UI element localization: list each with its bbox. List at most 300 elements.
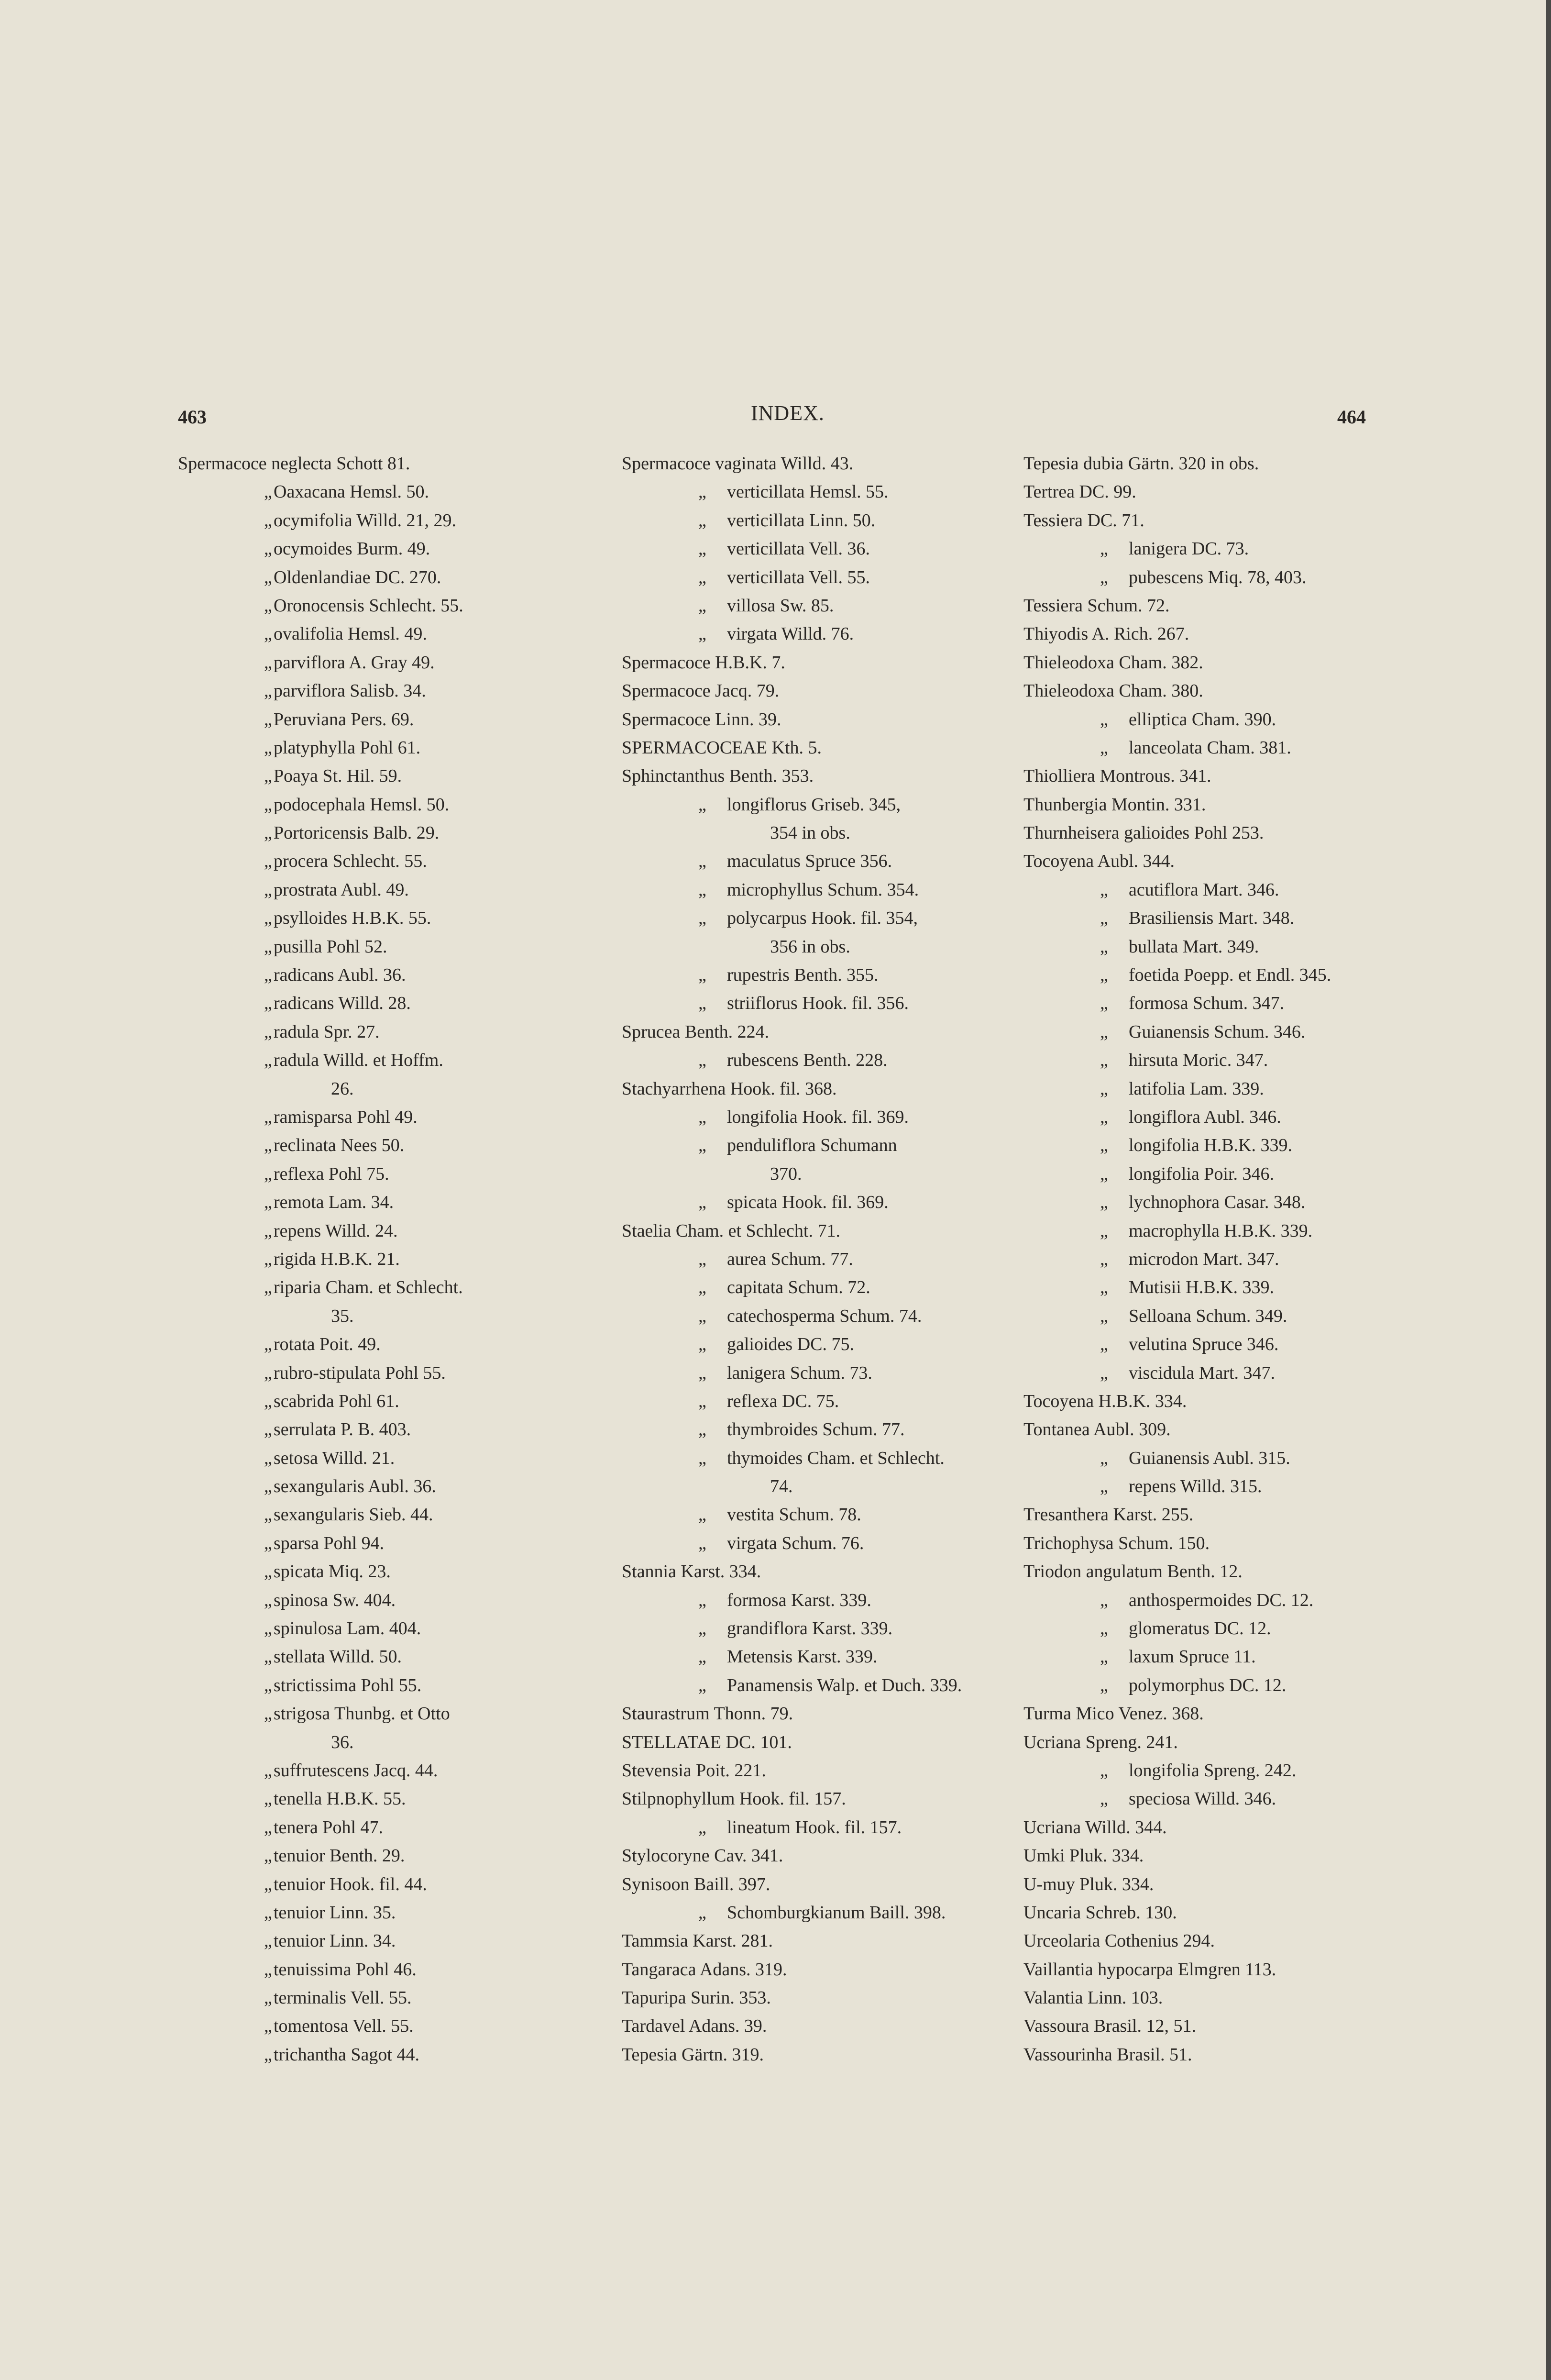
index-entry: „ longifolia Hook. fil. 369.: [622, 1103, 1033, 1131]
index-entry: „ macrophylla H.B.K. 339.: [1023, 1217, 1435, 1245]
index-column-1: [178, 450, 589, 2069]
index-entry-text: radicans Willd. 28.: [274, 993, 411, 1014]
index-entry-text: Stannia Karst. 334.: [622, 1561, 761, 1582]
index-entry-text: Thieleodoxa Cham. 382.: [1023, 652, 1203, 673]
index-entry: „ lanigera DC. 73.: [1023, 535, 1435, 563]
index-entry-text: microphyllus Schum. 354.: [727, 879, 919, 900]
index-entry: [622, 1956, 1033, 1984]
index-entry: „ speciosa Willd. 346.: [1023, 1785, 1435, 1813]
index-entry: „terminalis Vell. 55.: [178, 1984, 589, 2012]
index-entry: „ Metensis Karst. 339.: [622, 1643, 1033, 1671]
index-entry: „ anthospermoides DC. 12.: [1023, 1586, 1435, 1615]
index-entry: „remota Lam. 34.: [178, 1188, 589, 1217]
index-entry-text: tenuissima Pohl 46.: [274, 1959, 417, 1980]
index-entry: „ acutiflora Mart. 346.: [1023, 876, 1435, 904]
index-entry-text: Tessiera Schum. 72.: [1023, 595, 1170, 616]
index-entry-text: U-muy Pluk. 334.: [1023, 1874, 1154, 1894]
index-entry-text: 35.: [331, 1306, 354, 1326]
index-entry-text: Valantia Linn. 103.: [1023, 1988, 1163, 2008]
index-entry: „setosa Willd. 21.: [178, 1444, 589, 1472]
index-entry: [622, 1757, 1033, 1785]
index-entry: [1023, 2041, 1435, 2069]
index-entry-text: parviflora Salisb. 34.: [274, 681, 426, 701]
index-entry: „tenuior Linn. 34.: [178, 1927, 589, 1955]
index-entry-text: Guianensis Aubl. 315.: [1129, 1448, 1290, 1468]
index-entry-text: Staurastrum Thonn. 79.: [622, 1704, 793, 1724]
index-entry: „rotata Poit. 49.: [178, 1330, 589, 1359]
index-entry-text: Tepesia Gärtn. 319.: [622, 2044, 764, 2065]
index-entry-text: Thiolliera Montrous. 341.: [1023, 766, 1211, 786]
index-entry-text: polymorphus DC. 12.: [1129, 1675, 1287, 1695]
index-entry-text: penduliflora Schumann: [727, 1135, 897, 1156]
index-entry: [622, 819, 1033, 847]
index-entry-text: Panamensis Walp. et Duch. 339.: [727, 1675, 962, 1695]
index-entry-text: velutina Spruce 346.: [1129, 1334, 1279, 1355]
index-entry: „ virgata Schum. 76.: [622, 1529, 1033, 1558]
index-entry-text: sexangularis Aubl. 36.: [274, 1476, 436, 1497]
index-entry: „sparsa Pohl 94.: [178, 1529, 589, 1558]
index-entry-text: Spermacoce H.B.K. 7.: [622, 652, 785, 673]
index-entry-text: microdon Mart. 347.: [1129, 1249, 1279, 1269]
index-entry-text: verticillata Vell. 36.: [727, 539, 870, 559]
index-entry-text: Tepesia dubia Gärtn. 320 in obs.: [1023, 454, 1259, 474]
index-entry-text: rubro-stipulata Pohl 55.: [274, 1362, 446, 1383]
index-entry: „reflexa Pohl 75.: [178, 1160, 589, 1188]
index-entry: [1023, 1956, 1435, 1984]
index-entry-text: thymoides Cham. et Schlecht.: [727, 1448, 945, 1468]
index-entry-text: ocymoides Burm. 49.: [274, 539, 430, 559]
index-entry-text: tomentosa Vell. 55.: [274, 2016, 414, 2037]
index-entry: „ verticillata Hemsl. 55.: [622, 478, 1033, 506]
index-entry-text: Thieleodoxa Cham. 380.: [1023, 681, 1203, 701]
index-entry-text: tenuior Linn. 35.: [274, 1902, 396, 1923]
index-entry: „ grandiflora Karst. 339.: [622, 1615, 1033, 1643]
index-entry-text: reclinata Nees 50.: [274, 1135, 405, 1156]
index-entry-text: laxum Spruce 11.: [1129, 1647, 1256, 1667]
index-entry-text: Tontanea Aubl. 309.: [1023, 1419, 1171, 1440]
index-entry-text: Tocoyena H.B.K. 334.: [1023, 1391, 1187, 1411]
index-entry-text: Sphinctanthus Benth. 353.: [622, 766, 814, 786]
index-entry-text: Oronocensis Schlecht. 55.: [274, 595, 463, 616]
index-entry: [1023, 847, 1435, 875]
index-entry: [1023, 1728, 1435, 1757]
index-entry: [1023, 507, 1435, 535]
index-entry-text: virgata Schum. 76.: [727, 1533, 864, 1553]
index-entry-text: platyphylla Pohl 61.: [274, 737, 421, 758]
index-entry-text: Tardavel Adans. 39.: [622, 2016, 767, 2037]
index-entry: „ verticillata Vell. 36.: [622, 535, 1033, 563]
index-entry-text: Stachyarrhena Hook. fil. 368.: [622, 1078, 837, 1099]
index-entry-text: lanigera Schum. 73.: [727, 1362, 872, 1383]
index-entry: [1023, 762, 1435, 790]
index-entry-text: Spermacoce vaginata Willd. 43.: [622, 454, 854, 474]
index-entry: [1023, 1814, 1435, 1842]
index-entry: „tenuior Benth. 29.: [178, 1842, 589, 1870]
index-entry-text: spicata Miq. 23.: [274, 1561, 391, 1582]
index-entry: „tenella H.B.K. 55.: [178, 1785, 589, 1813]
index-entry: „ velutina Spruce 346.: [1023, 1330, 1435, 1359]
index-entry-text: Poaya St. Hil. 59.: [274, 766, 402, 786]
index-entry: [622, 1927, 1033, 1955]
index-entry: „ longifolia H.B.K. 339.: [1023, 1131, 1435, 1160]
index-entry: [622, 1075, 1033, 1103]
index-entry: „ lineatum Hook. fil. 157.: [622, 1814, 1033, 1842]
index-entry: „ galioides DC. 75.: [622, 1330, 1033, 1359]
index-entry: [622, 649, 1033, 677]
index-entry-text: STELLATAE DC. 101.: [622, 1732, 792, 1752]
index-entry-text: Oldenlandiae DC. 270.: [274, 567, 441, 587]
index-entry: „podocephala Hemsl. 50.: [178, 791, 589, 819]
index-entry-text: psylloides H.B.K. 55.: [274, 908, 431, 929]
index-entry-text: Vaillantia hypocarpa Elmgren 113.: [1023, 1959, 1276, 1980]
index-entry: „ aurea Schum. 77.: [622, 1245, 1033, 1273]
index-entry: „ rupestris Benth. 355.: [622, 961, 1033, 989]
index-entry: „rigida H.B.K. 21.: [178, 1245, 589, 1273]
index-entry-text: Schomburgkianum Baill. 398.: [727, 1902, 946, 1923]
index-entry: „procera Schlecht. 55.: [178, 847, 589, 875]
index-entry: [622, 1700, 1033, 1728]
index-entry-text: scabrida Pohl 61.: [274, 1391, 399, 1411]
index-entry: „ longiflora Aubl. 346.: [1023, 1103, 1435, 1131]
index-entry-text: sparsa Pohl 94.: [274, 1533, 385, 1553]
index-entry: [622, 1472, 1033, 1501]
index-entry: „ latifolia Lam. 339.: [1023, 1075, 1435, 1103]
index-entry-text: Portoricensis Balb. 29.: [274, 823, 440, 843]
index-entry-text: setosa Willd. 21.: [274, 1448, 395, 1468]
index-entry-text: acutiflora Mart. 346.: [1129, 879, 1279, 900]
index-entry: [622, 734, 1033, 762]
index-entry-text: tenuior Benth. 29.: [274, 1846, 405, 1866]
index-entry: „ capitata Schum. 72.: [622, 1273, 1033, 1302]
index-entry-text: Turma Mico Venez. 368.: [1023, 1704, 1204, 1724]
index-entry: „radicans Aubl. 36.: [178, 961, 589, 989]
index-entry: [622, 1871, 1033, 1899]
index-entry-text: riparia Cham. et Schlecht.: [274, 1277, 463, 1298]
index-entry: „ vestita Schum. 78.: [622, 1501, 1033, 1529]
index-entry: „ longifolia Spreng. 242.: [1023, 1757, 1435, 1785]
index-entry-text: polycarpus Hook. fil. 354,: [727, 908, 918, 929]
index-entry-text: sexangularis Sieb. 44.: [274, 1505, 433, 1525]
index-entry-text: lychnophora Casar. 348.: [1129, 1192, 1306, 1213]
index-entry-text: anthospermoides DC. 12.: [1129, 1590, 1314, 1610]
index-entry-text: maculatus Spruce 356.: [727, 851, 892, 872]
index-entry-text: radula Spr. 27.: [274, 1021, 380, 1042]
index-entry-text: longiflora Aubl. 346.: [1129, 1107, 1281, 1127]
index-entry-text: 26.: [331, 1078, 354, 1099]
index-entry: [622, 1160, 1033, 1188]
index-entry: „ repens Willd. 315.: [1023, 1472, 1435, 1501]
index-entry-text: Uncaria Schreb. 130.: [1023, 1902, 1177, 1923]
index-entry-text: rigida H.B.K. 21.: [274, 1249, 400, 1269]
index-entry: [622, 1217, 1033, 1245]
index-entry-text: Thunbergia Montin. 331.: [1023, 794, 1206, 815]
index-entry-text: tenella H.B.K. 55.: [274, 1789, 406, 1809]
index-entry-text: strictissima Pohl 55.: [274, 1675, 422, 1695]
index-entry-text: Peruviana Pers. 69.: [274, 709, 414, 730]
index-entry-text: viscidula Mart. 347.: [1129, 1362, 1276, 1383]
index-entry-text: spinulosa Lam. 404.: [274, 1618, 421, 1639]
index-entry: „tenera Pohl 47.: [178, 1814, 589, 1842]
index-entry-text: podocephala Hemsl. 50.: [274, 794, 450, 815]
index-entry-text: Stilpnophyllum Hook. fil. 157.: [622, 1789, 846, 1809]
index-entry-text: galioides DC. 75.: [727, 1334, 854, 1355]
index-entry-text: virgata Willd. 76.: [727, 624, 854, 644]
page-title: INDEX.: [751, 401, 825, 425]
index-entry: „ maculatus Spruce 356.: [622, 847, 1033, 875]
index-entry: [622, 1728, 1033, 1757]
index-entry: „ramisparsa Pohl 49.: [178, 1103, 589, 1131]
index-entry: [1023, 620, 1435, 648]
index-entry: „serrulata P. B. 403.: [178, 1416, 589, 1444]
index-entry: „ thymoides Cham. et Schlecht.: [622, 1444, 1033, 1472]
index-entry: [1023, 1387, 1435, 1416]
index-entry: „ longifolia Poir. 346.: [1023, 1160, 1435, 1188]
index-entry-text: Staelia Cham. et Schlecht. 71.: [622, 1220, 840, 1241]
index-entry-text: Metensis Karst. 339.: [727, 1647, 878, 1667]
page-number-right: 464: [1337, 406, 1366, 428]
index-entry: [622, 1558, 1033, 1586]
index-entry: [622, 2012, 1033, 2040]
index-entry-text: hirsuta Moric. 347.: [1129, 1050, 1268, 1071]
index-entry: [1023, 478, 1435, 506]
index-entry: [1023, 2012, 1435, 2040]
index-entry-text: Tapuripa Surin. 353.: [622, 1988, 771, 2008]
index-entry-text: Urceolaria Cothenius 294.: [1023, 1931, 1215, 1951]
index-entry: „ verticillata Vell. 55.: [622, 564, 1033, 592]
index-entry: „Oronocensis Schlecht. 55.: [178, 592, 589, 620]
index-entry-text: reflexa DC. 75.: [727, 1391, 839, 1411]
index-entry-text: Synisoon Baill. 397.: [622, 1874, 770, 1894]
index-entry: „ lanigera Schum. 73.: [622, 1359, 1033, 1387]
index-entry: „ lanceolata Cham. 381.: [1023, 734, 1435, 762]
index-entry: „sexangularis Sieb. 44.: [178, 1501, 589, 1529]
index-entry-text: Stevensia Poit. 221.: [622, 1760, 766, 1781]
index-entry-text: Tocoyena Aubl. 344.: [1023, 851, 1175, 872]
index-entry: „strictissima Pohl 55.: [178, 1672, 589, 1700]
index-entry: „ lychnophora Casar. 348.: [1023, 1188, 1435, 1217]
index-entry-text: prostrata Aubl. 49.: [274, 879, 409, 900]
index-entry-text: Sprucea Benth. 224.: [622, 1021, 770, 1042]
index-entry-text: lanigera DC. 73.: [1129, 539, 1249, 559]
index-entry-text: parviflora A. Gray 49.: [274, 652, 435, 673]
index-entry-text: longifolia Poir. 346.: [1129, 1163, 1274, 1184]
index-entry: [622, 1018, 1033, 1046]
index-entry-text: radula Willd. et Hoffm.: [274, 1050, 443, 1071]
index-entry-text: repens Willd. 24.: [274, 1220, 398, 1241]
index-entry: „ Guianensis Schum. 346.: [1023, 1018, 1435, 1046]
index-entry-text: Thiyodis A. Rich. 267.: [1023, 624, 1189, 644]
index-entry: „sexangularis Aubl. 36.: [178, 1472, 589, 1501]
index-entry-text: Tessiera DC. 71.: [1023, 510, 1144, 531]
index-entry-text: stellata Willd. 50.: [274, 1647, 402, 1667]
index-entry: [1023, 819, 1435, 847]
index-entry: „ Mutisii H.B.K. 339.: [1023, 1273, 1435, 1302]
index-entry-text: longifolia H.B.K. 339.: [1129, 1135, 1292, 1156]
index-entry-text: lineatum Hook. fil. 157.: [727, 1817, 902, 1838]
index-entry: „riparia Cham. et Schlecht.: [178, 1273, 589, 1302]
index-entry-text: speciosa Willd. 346.: [1129, 1789, 1276, 1809]
index-entry: „tomentosa Vell. 55.: [178, 2012, 589, 2040]
index-entry: „ocymoides Burm. 49.: [178, 535, 589, 563]
index-entry-text: aurea Schum. 77.: [727, 1249, 853, 1269]
index-entry: „ virgata Willd. 76.: [622, 620, 1033, 648]
index-entry-text: thymbroides Schum. 77.: [727, 1419, 905, 1440]
index-entry: [1023, 450, 1435, 478]
index-entry: [622, 1785, 1033, 1813]
index-entry: „radicans Willd. 28.: [178, 989, 589, 1018]
index-entry: „prostrata Aubl. 49.: [178, 876, 589, 904]
index-entry: [1023, 1927, 1435, 1955]
index-entry-text: ovalifolia Hemsl. 49.: [274, 624, 427, 644]
index-entry: „parviflora A. Gray 49.: [178, 649, 589, 677]
index-entry-text: rubescens Benth. 228.: [727, 1050, 888, 1071]
index-entry: „parviflora Salisb. 34.: [178, 677, 589, 705]
index-entry-text: ramisparsa Pohl 49.: [274, 1107, 418, 1127]
index-entry: „radula Spr. 27.: [178, 1018, 589, 1046]
index-column-2: [622, 450, 1033, 2069]
index-entry: „ Selloana Schum. 349.: [1023, 1302, 1435, 1330]
index-entry: [1023, 1984, 1435, 2012]
index-entry-text: catechosperma Schum. 74.: [727, 1306, 922, 1326]
index-entry: [622, 706, 1033, 734]
index-entry-text: 354 in obs.: [770, 823, 850, 843]
index-entry: „ pubescens Miq. 78, 403.: [1023, 564, 1435, 592]
index-entry: „ reflexa DC. 75.: [622, 1387, 1033, 1416]
index-entry: „ Guianensis Aubl. 315.: [1023, 1444, 1435, 1472]
index-entry-text: Thurnheisera galioides Pohl 253.: [1023, 823, 1264, 843]
index-entry: „ spicata Hook. fil. 369.: [622, 1188, 1033, 1217]
index-entry: „ foetida Poepp. et Endl. 345.: [1023, 961, 1435, 989]
index-entry: „tenuior Linn. 35.: [178, 1899, 589, 1927]
page-number-left: 463: [178, 406, 207, 428]
index-entry: „ formosa Karst. 339.: [622, 1586, 1033, 1615]
index-entry-text: Tangaraca Adans. 319.: [622, 1959, 787, 1980]
index-entry-text: tenera Pohl 47.: [274, 1817, 384, 1838]
index-entry: „ microdon Mart. 347.: [1023, 1245, 1435, 1273]
index-entry-text: latifolia Lam. 339.: [1129, 1078, 1264, 1099]
index-entry-text: lanceolata Cham. 381.: [1129, 737, 1291, 758]
index-entry-text: Mutisii H.B.K. 339.: [1129, 1277, 1275, 1298]
index-entry: [622, 762, 1033, 790]
index-entry-text: pubescens Miq. 78, 403.: [1129, 567, 1307, 587]
index-entry: [622, 677, 1033, 705]
index-entry: „psylloides H.B.K. 55.: [178, 904, 589, 932]
index-entry: „tenuissima Pohl 46.: [178, 1956, 589, 1984]
index-entry: „ laxum Spruce 11.: [1023, 1643, 1435, 1671]
index-entry: „spinosa Sw. 404.: [178, 1586, 589, 1615]
index-entry-text: verticillata Vell. 55.: [727, 567, 870, 587]
index-entry: „suffrutescens Jacq. 44.: [178, 1757, 589, 1785]
index-entry-text: glomeratus DC. 12.: [1129, 1618, 1271, 1639]
index-entry: [622, 450, 1033, 478]
index-entry-text: grandiflora Karst. 339.: [727, 1618, 893, 1639]
index-entry-text: Oaxacana Hemsl. 50.: [274, 482, 429, 502]
index-entry-text: rupestris Benth. 355.: [727, 965, 879, 985]
index-entry: „ penduliflora Schumann: [622, 1131, 1033, 1160]
index-entry-text: rotata Poit. 49.: [274, 1334, 381, 1355]
index-entry: [178, 1302, 589, 1330]
index-entry: „ villosa Sw. 85.: [622, 592, 1033, 620]
index-entry-text: repens Willd. 315.: [1129, 1476, 1262, 1497]
index-entry-text: terminalis Vell. 55.: [274, 1988, 412, 2008]
index-entry: „scabrida Pohl 61.: [178, 1387, 589, 1416]
index-entry-text: spicata Hook. fil. 369.: [727, 1192, 889, 1213]
index-entry-text: Tammsia Karst. 281.: [622, 1931, 773, 1951]
index-entry: [1023, 1899, 1435, 1927]
index-entry: „ elliptica Cham. 390.: [1023, 706, 1435, 734]
index-entry: „spicata Miq. 23.: [178, 1558, 589, 1586]
index-entry: [622, 1842, 1033, 1870]
index-entry: [178, 1075, 589, 1103]
index-entry-text: formosa Schum. 347.: [1129, 993, 1285, 1014]
index-entry-text: Vassourinha Brasil. 51.: [1023, 2044, 1192, 2065]
index-entry-text: Stylocoryne Cav. 341.: [622, 1846, 783, 1866]
index-entry: „trichantha Sagot 44.: [178, 2041, 589, 2069]
index-column-3: [1023, 450, 1435, 2069]
index-entry: „ catechosperma Schum. 74.: [622, 1302, 1033, 1330]
index-entry-text: Ucriana Willd. 344.: [1023, 1817, 1167, 1838]
index-entry: „ thymbroides Schum. 77.: [622, 1416, 1033, 1444]
index-entry-text: radicans Aubl. 36.: [274, 965, 406, 985]
index-entry: [178, 1728, 589, 1757]
index-entry-text: tenuior Hook. fil. 44.: [274, 1874, 427, 1894]
index-entry: „Poaya St. Hil. 59.: [178, 762, 589, 790]
index-entry: „ rubescens Benth. 228.: [622, 1046, 1033, 1074]
index-entry: [178, 450, 589, 478]
index-entry: [1023, 592, 1435, 620]
index-entry-text: remota Lam. 34.: [274, 1192, 394, 1213]
index-entry-text: reflexa Pohl 75.: [274, 1163, 389, 1184]
index-entry-text: procera Schlecht. 55.: [274, 851, 427, 872]
index-entry-text: tenuior Linn. 34.: [274, 1931, 396, 1951]
index-entry-text: Spermacoce Linn. 39.: [622, 709, 781, 730]
index-entry: „Oldenlandiae DC. 270.: [178, 564, 589, 592]
index-entry: „ verticillata Linn. 50.: [622, 507, 1033, 535]
index-entry-text: 370.: [770, 1163, 802, 1184]
index-entry-text: pusilla Pohl 52.: [274, 936, 387, 957]
index-entry: „Oaxacana Hemsl. 50.: [178, 478, 589, 506]
index-entry: „ glomeratus DC. 12.: [1023, 1615, 1435, 1643]
index-entry-text: verticillata Linn. 50.: [727, 510, 876, 531]
index-entry-text: bullata Mart. 349.: [1129, 936, 1259, 957]
index-entry: „ovalifolia Hemsl. 49.: [178, 620, 589, 648]
index-entry-text: trichantha Sagot 44.: [274, 2044, 419, 2065]
index-entry: „ Schomburgkianum Baill. 398.: [622, 1899, 1033, 1927]
index-entry-text: serrulata P. B. 403.: [274, 1419, 411, 1440]
index-entry-text: macrophylla H.B.K. 339.: [1129, 1220, 1313, 1241]
index-entry-text: capitata Schum. 72.: [727, 1277, 870, 1298]
index-entry: „ Panamensis Walp. et Duch. 339.: [622, 1672, 1033, 1700]
index-entry: „Portoricensis Balb. 29.: [178, 819, 589, 847]
index-entry: „tenuior Hook. fil. 44.: [178, 1871, 589, 1899]
index-entry-text: Triodon angulatum Benth. 12.: [1023, 1561, 1243, 1582]
index-entry: [1023, 1416, 1435, 1444]
page-edge: [1546, 0, 1551, 2380]
index-entry: [1023, 1558, 1435, 1586]
index-entry: „pusilla Pohl 52.: [178, 933, 589, 961]
index-entry-text: Ucriana Spreng. 241.: [1023, 1732, 1178, 1752]
index-entry-text: 36.: [331, 1732, 354, 1752]
index-entry-text: vestita Schum. 78.: [727, 1505, 861, 1525]
index-entry-text: elliptica Cham. 390.: [1129, 709, 1276, 730]
index-entry: „ bullata Mart. 349.: [1023, 933, 1435, 961]
index-entry: „ polycarpus Hook. fil. 354,: [622, 904, 1033, 932]
index-entry-text: 74.: [770, 1476, 793, 1497]
index-entry: [1023, 1700, 1435, 1728]
index-entry-text: Tertrea DC. 99.: [1023, 482, 1136, 502]
index-entry: [622, 2041, 1033, 2069]
index-entry: [1023, 791, 1435, 819]
